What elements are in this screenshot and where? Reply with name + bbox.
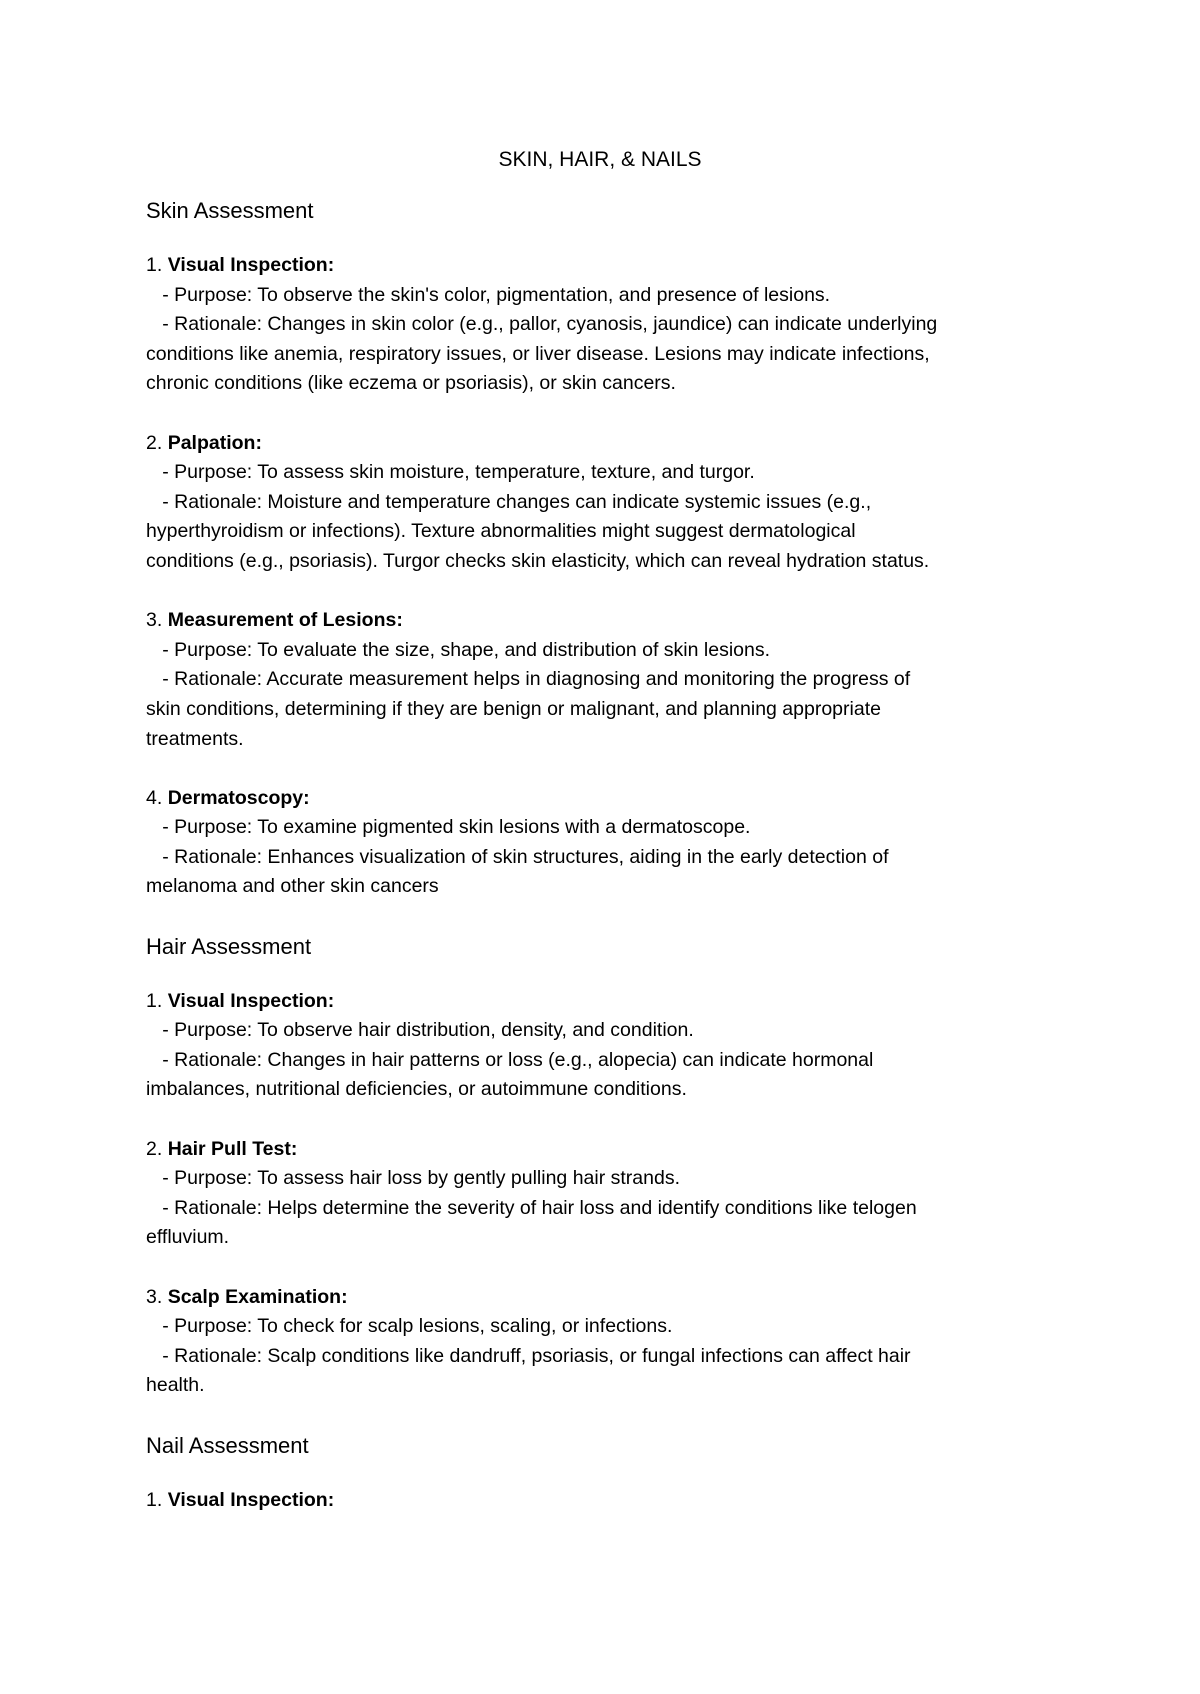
rationale-line: conditions (e.g., psoriasis). Turgor checks skin elasticity, which can reveal hydration status.: [146, 549, 930, 572]
item-number: 2.: [146, 1137, 168, 1160]
item-title-line: [146, 784, 1080, 814]
item-title-line: [146, 1283, 1080, 1313]
rationale-line: treatments.: [146, 727, 244, 750]
item-title-line: [146, 987, 1080, 1017]
rationale-line: - Rationale: Helps determine the severity of hair loss and identify conditions like telogen: [146, 1196, 917, 1219]
item-title: Palpation:: [167, 431, 262, 454]
item-title-line: [146, 251, 1080, 281]
rationale-line: - Rationale: Scalp conditions like dandruff, psoriasis, or fungal infections can affect hair: [146, 1344, 911, 1367]
item-title: Visual Inspection:: [167, 254, 335, 276]
rationale-line: - Rationale: Moisture and temperature changes can indicate systemic issues (e.g.,: [146, 490, 872, 513]
assessment-item: [146, 1283, 1080, 1401]
rationale-line: hyperthyroidism or infections). Texture abnormalities might suggest dermatological: [146, 520, 856, 543]
rationale-line: - Rationale: Enhances visualization of skin structures, aiding in the early detection of: [146, 845, 889, 868]
rationale-line: - Rationale: Changes in hair patterns or loss (e.g., alopecia) can indicate hormonal: [146, 1048, 874, 1071]
item-title-line: [146, 429, 1080, 459]
item-number: 4.: [146, 786, 168, 809]
assessment-item: [146, 1486, 1080, 1516]
item-number: 1.: [146, 254, 168, 276]
rationale-line: chronic conditions (like eczema or psoriasis), or skin cancers.: [146, 372, 676, 395]
rationale-line: melanoma and other skin cancers: [146, 875, 439, 898]
purpose-line: - Purpose: To evaluate the size, shape, and distribution of skin lesions.: [146, 638, 771, 661]
assessment-item: [146, 1135, 1080, 1253]
purpose-line: - Purpose: To observe hair distribution, density, and condition.: [146, 1019, 694, 1042]
section: [146, 1431, 1080, 1516]
purpose-line: - Purpose: To examine pigmented skin lesions with a dermatoscope.: [146, 816, 751, 839]
section: [146, 932, 1080, 1401]
item-title: Dermatoscopy:: [167, 786, 310, 809]
rationale-line: conditions like anemia, respiratory issues, or liver disease. Lesions may indicate infections,: [146, 342, 930, 365]
purpose-line: - Purpose: To check for scalp lesions, scaling, or infections.: [146, 1315, 673, 1338]
purpose-line: - Purpose: To assess hair loss by gently pulling hair strands.: [146, 1167, 680, 1190]
item-title-line: [146, 1135, 1080, 1165]
section-heading: Nail Assessment: [146, 1432, 309, 1458]
rationale-line: effluvium.: [146, 1226, 230, 1249]
assessment-item: [146, 784, 1080, 902]
rationale-line: - Rationale: Accurate measurement helps in diagnosing and monitoring the progress of: [146, 668, 911, 691]
section-heading: Skin Assessment: [146, 198, 314, 223]
item-number: 2.: [146, 431, 168, 454]
purpose-line: - Purpose: To observe the skin's color, pigmentation, and presence of lesions.: [146, 283, 831, 306]
item-title: Hair Pull Test:: [167, 1137, 298, 1160]
item-title: Measurement of Lesions:: [167, 609, 403, 632]
item-number: 3.: [146, 1285, 168, 1308]
item-number: 1.: [146, 989, 168, 1012]
assessment-item: [146, 251, 1080, 399]
rationale-line: imbalances, nutritional deficiencies, or autoimmune conditions.: [146, 1078, 687, 1101]
rationale-line: skin conditions, determining if they are benign or malignant, and planning appropriate: [146, 697, 881, 720]
item-number: 1.: [146, 1488, 168, 1511]
document-body: [146, 196, 1080, 1515]
assessment-item: [146, 606, 1080, 754]
item-title-line: [146, 1486, 1080, 1516]
rationale-line: health.: [146, 1374, 205, 1397]
item-title: Scalp Examination:: [167, 1285, 348, 1308]
assessment-item: [146, 987, 1080, 1105]
item-number: 3.: [146, 609, 168, 632]
rationale-line: - Rationale: Changes in skin color (e.g., pallor, cyanosis, jaundice) can indicate underlying: [146, 313, 938, 336]
purpose-line: - Purpose: To assess skin moisture, temperature, texture, and turgor.: [146, 461, 755, 484]
section-heading: Hair Assessment: [146, 933, 312, 959]
item-title: Visual Inspection:: [167, 1488, 335, 1511]
document-title: SKIN, HAIR, & NAILS: [498, 148, 702, 171]
assessment-item: [146, 429, 1080, 577]
item-title-line: [146, 606, 1080, 636]
item-title: Visual Inspection:: [167, 989, 335, 1012]
section: [146, 196, 1080, 902]
